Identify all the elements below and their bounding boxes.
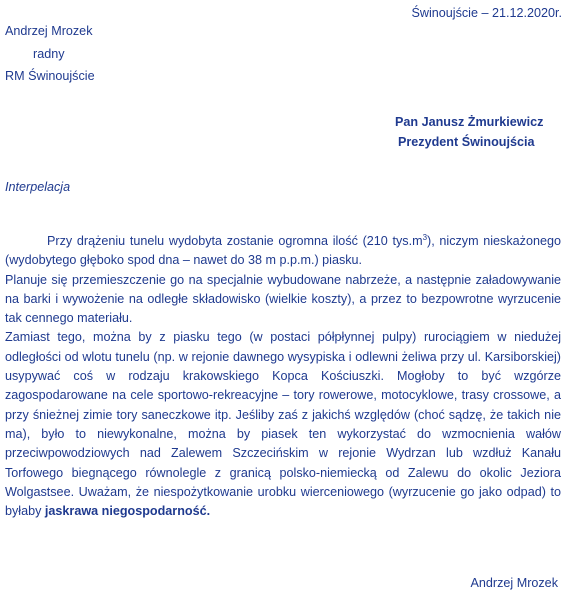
letter-date: Świnoujście – 21.12.2020r. [411,6,562,20]
paragraph-1 [5,232,561,271]
sender-name: Andrzej Mrozek [5,24,93,38]
paragraph-3-emphasis: jaskrawa niegospodarność. [44,504,211,519]
paragraph-3 [5,328,561,521]
paragraph-3-text: Zamiast tego, można by z piasku tego (w postaci półpłynnej pulpy) rurociągiem w niedużej odległości od wlotu tunelu (np. w rejonie dawnego wysypiska i odlewni żeliwa przy ul. Karsiborskiej) usypywać coś w rodzaju krakowskiego Kopca Kościuszki. Mogłoby to być wzgórze zagospodarowane na cele sportowo-rekreacyjne – tory rowerowe, motocyklowe, trasy crossowe, a przy śnieżnej zimie tory saneczkowe itp. Jeśliby zaś z jakichś względów (choć sądzę, że takich nie ma), było to niewykonalne, można by piasek ten wykorzystać do wzmocnienia wałów przeciwpowodziowych nad Zalewem Szczecińskim w rejonie Wydrzan lub wzdłuż Kanału Torfowego biegnącego równolegle z granicą polsko-niemiecką od Zalewu do okolic Jeziora Wolgastsee. Uważam, że niespożytkowanie urobku wierceniowego (wyrzucenie go jako odpad) to byłaby [5,330,561,519]
signature: Andrzej Mrozek [470,576,558,590]
sender-council: RM Świnoujście [5,69,95,83]
recipient-block [395,113,543,153]
sender-block [5,22,95,90]
document-title: Interpelacja [5,180,71,194]
paragraph-1-text-b: ), niczym nieskażonego (wydobytego głęboko spod dna – nawet do 38 m p.p.m.) piasku. [5,234,561,268]
paragraph-1-text-a: Przy drążeniu tunelu wydobyta zostanie ogromna ilość (210 tys.m [47,234,423,248]
recipient-title: Prezydent Świnoujścia [398,135,535,149]
superscript-unit: 3 [422,232,428,242]
sender-role: radny [33,46,65,61]
letter-body [5,232,561,521]
paragraph-2: Planuje się przemieszczenie go na specjalnie wybudowane nabrzeże, a następnie załadowywanie na barki i wywożenie na odległe składowisko (wielkie koszty), a przez to bezpowrotne wyrzucenie tak cennego materiału. [5,272,561,326]
recipient-name: Pan Janusz Żmurkiewicz [395,115,544,129]
